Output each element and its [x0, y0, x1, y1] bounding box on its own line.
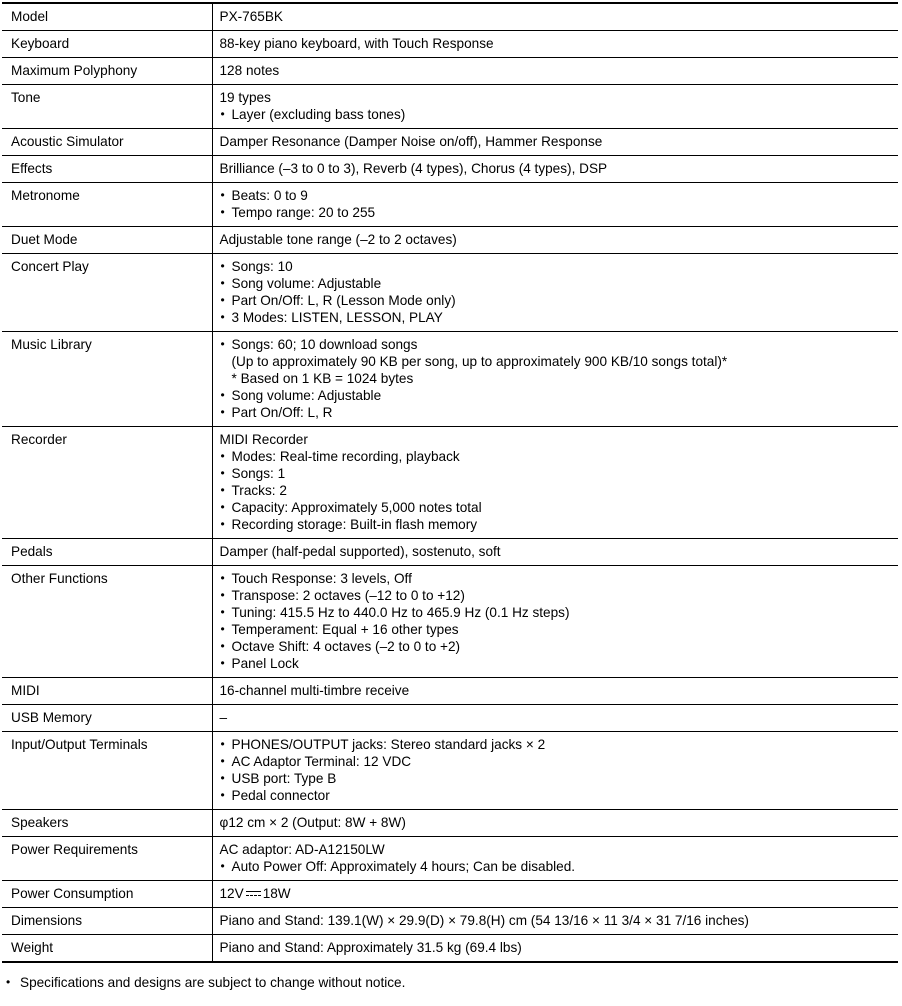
spec-label-cell: Power Consumption	[2, 881, 212, 908]
spec-value-line: 16-channel multi-timbre receive	[219, 683, 410, 698]
spec-value-cell	[212, 156, 898, 183]
spec-value-line: –	[219, 710, 228, 725]
spec-value-line: Piano and Stand: 139.1(W) × 29.9(D) × 79.8(H) cm (54 13/16 × 11 3/4 × 31 7/16 inches)	[219, 913, 749, 928]
spec-bullet-line: • Recording storage: Built-in flash memory	[220, 516, 893, 533]
table-row	[2, 810, 898, 837]
table-row	[2, 156, 898, 183]
table-row	[2, 732, 898, 810]
spec-bullet-line: • Transpose: 2 octaves (–12 to 0 to +12)	[220, 587, 893, 604]
spec-label-cell: Model	[2, 3, 212, 31]
spec-label-cell: Maximum Polyphony	[2, 58, 212, 85]
spec-label-cell: Speakers	[2, 810, 212, 837]
specifications-table-body	[2, 3, 898, 962]
spec-bullet-line: • Auto Power Off: Approximately 4 hours; Can be disabled.	[220, 858, 893, 875]
table-row	[2, 566, 898, 678]
spec-value-cell	[212, 810, 898, 837]
spec-value-cell	[212, 332, 898, 427]
spec-bullet-line: • Song volume: Adjustable	[220, 275, 893, 292]
spec-bullet-line: • PHONES/OUTPUT jacks: Stereo standard jacks × 2	[220, 736, 893, 753]
spec-bullet-line: • Tracks: 2	[220, 482, 893, 499]
spec-label-cell: Pedals	[2, 539, 212, 566]
spec-bullet-line: • Octave Shift: 4 octaves (–2 to 0 to +2)	[220, 638, 893, 655]
spec-value-cell	[212, 183, 898, 227]
spec-label-cell: Metronome	[2, 183, 212, 227]
spec-value-line: Damper (half-pedal supported), sostenuto, soft	[219, 544, 501, 559]
spec-value-line: Brilliance (–3 to 0 to 3), Reverb (4 types), Chorus (4 types), DSP	[219, 161, 608, 176]
table-row	[2, 935, 898, 963]
spec-value-cell	[212, 427, 898, 539]
spec-value-line: 19 types	[219, 90, 271, 105]
spec-value-line: AC adaptor: AD-A12150LW	[219, 842, 385, 857]
spec-value-line	[220, 885, 893, 902]
spec-value-line: 88-key piano keyboard, with Touch Response	[219, 36, 494, 51]
table-row	[2, 85, 898, 129]
spec-label-cell: Effects	[2, 156, 212, 183]
spec-value-cell	[212, 908, 898, 935]
spec-value-cell	[212, 227, 898, 254]
spec-bullet-line: • Temperament: Equal + 16 other types	[220, 621, 893, 638]
spec-value-cell	[212, 566, 898, 678]
spec-bullet-line: • Part On/Off: L, R	[220, 404, 893, 421]
table-row	[2, 837, 898, 881]
spec-bullet-line: • 3 Modes: LISTEN, LESSON, PLAY	[220, 309, 893, 326]
spec-label-cell: Recorder	[2, 427, 212, 539]
specifications-table	[2, 2, 898, 963]
spec-label-cell: USB Memory	[2, 705, 212, 732]
table-row	[2, 31, 898, 58]
spec-value-line: 128 notes	[219, 63, 280, 78]
spec-value-line: (Up to approximately 90 KB per song, up to approximately 900 KB/10 songs total)*	[231, 354, 728, 369]
spec-value-cell	[212, 837, 898, 881]
spec-value-line: * Based on 1 KB = 1024 bytes	[231, 371, 414, 386]
spec-value-cell	[212, 881, 898, 908]
spec-label-cell: Concert Play	[2, 254, 212, 332]
spec-bullet-line: • Modes: Real-time recording, playback	[220, 448, 893, 465]
spec-label-cell: Duet Mode	[2, 227, 212, 254]
spec-label-cell: Music Library	[2, 332, 212, 427]
table-row	[2, 705, 898, 732]
spec-bullet-line: • Layer (excluding bass tones)	[220, 106, 893, 123]
spec-bullet-line: • Song volume: Adjustable	[220, 387, 893, 404]
spec-bullet-line: • Pedal connector	[220, 787, 893, 804]
table-row	[2, 183, 898, 227]
spec-bullet-line: • Touch Response: 3 levels, Off	[220, 570, 893, 587]
spec-value-cell	[212, 539, 898, 566]
spec-value-line: Piano and Stand: Approximately 31.5 kg (69.4 lbs)	[219, 940, 522, 955]
spec-value-cell	[212, 678, 898, 705]
spec-value-cell	[212, 85, 898, 129]
spec-bullet-line: • Songs: 60; 10 download songs	[220, 336, 893, 353]
wattage-value: 18W	[262, 886, 291, 901]
table-row	[2, 227, 898, 254]
spec-value-cell	[212, 254, 898, 332]
spec-label-cell: Other Functions	[2, 566, 212, 678]
spec-label-cell: Tone	[2, 85, 212, 129]
spec-bullet-line: • Tempo range: 20 to 255	[220, 204, 893, 221]
table-row	[2, 254, 898, 332]
spec-bullet-line: • Panel Lock	[220, 655, 893, 672]
specifications-page	[0, 2, 902, 1006]
spec-value-cell	[212, 935, 898, 963]
spec-value-line: MIDI Recorder	[219, 432, 308, 447]
spec-bullet-line: • Part On/Off: L, R (Lesson Mode only)	[220, 292, 893, 309]
spec-label-cell: Weight	[2, 935, 212, 963]
spec-value-cell	[212, 3, 898, 31]
spec-bullet-line: • Songs: 10	[220, 258, 893, 275]
spec-value-line: Damper Resonance (Damper Noise on/off), Hammer Response	[219, 134, 603, 149]
spec-value-cell	[212, 31, 898, 58]
spec-label-cell: MIDI	[2, 678, 212, 705]
spec-label-cell: Dimensions	[2, 908, 212, 935]
spec-value-line: Adjustable tone range (–2 to 2 octaves)	[219, 232, 457, 247]
spec-value-cell	[212, 732, 898, 810]
spec-bullet-line: • USB port: Type B	[220, 770, 893, 787]
table-row	[2, 3, 898, 31]
spec-bullet-line: • Capacity: Approximately 5,000 notes total	[220, 499, 893, 516]
spec-value-line: φ12 cm × 2 (Output: 8W + 8W)	[219, 815, 406, 830]
dc-power-icon	[246, 889, 261, 899]
table-row	[2, 332, 898, 427]
spec-value-cell	[212, 705, 898, 732]
table-row	[2, 881, 898, 908]
table-row	[2, 427, 898, 539]
spec-label-cell: Power Requirements	[2, 837, 212, 881]
spec-value-line: PX-765BK	[219, 9, 283, 24]
spec-bullet-line: • AC Adaptor Terminal: 12 VDC	[220, 753, 893, 770]
table-row	[2, 908, 898, 935]
spec-value-cell	[212, 129, 898, 156]
table-row	[2, 129, 898, 156]
table-row	[2, 678, 898, 705]
spec-label-cell: Acoustic Simulator	[2, 129, 212, 156]
spec-bullet-line: • Beats: 0 to 9	[220, 187, 893, 204]
spec-bullet-line: • Tuning: 415.5 Hz to 440.0 Hz to 465.9 Hz (0.1 Hz steps)	[220, 604, 893, 621]
footnote-specifications-notice: • Specifications and designs are subject to change without notice.	[4, 974, 902, 991]
spec-label-cell: Input/Output Terminals	[2, 732, 212, 810]
table-row	[2, 539, 898, 566]
spec-label-cell: Keyboard	[2, 31, 212, 58]
spec-value-cell	[212, 58, 898, 85]
voltage-value: 12V	[219, 886, 244, 901]
table-row	[2, 58, 898, 85]
spec-bullet-line: • Songs: 1	[220, 465, 893, 482]
